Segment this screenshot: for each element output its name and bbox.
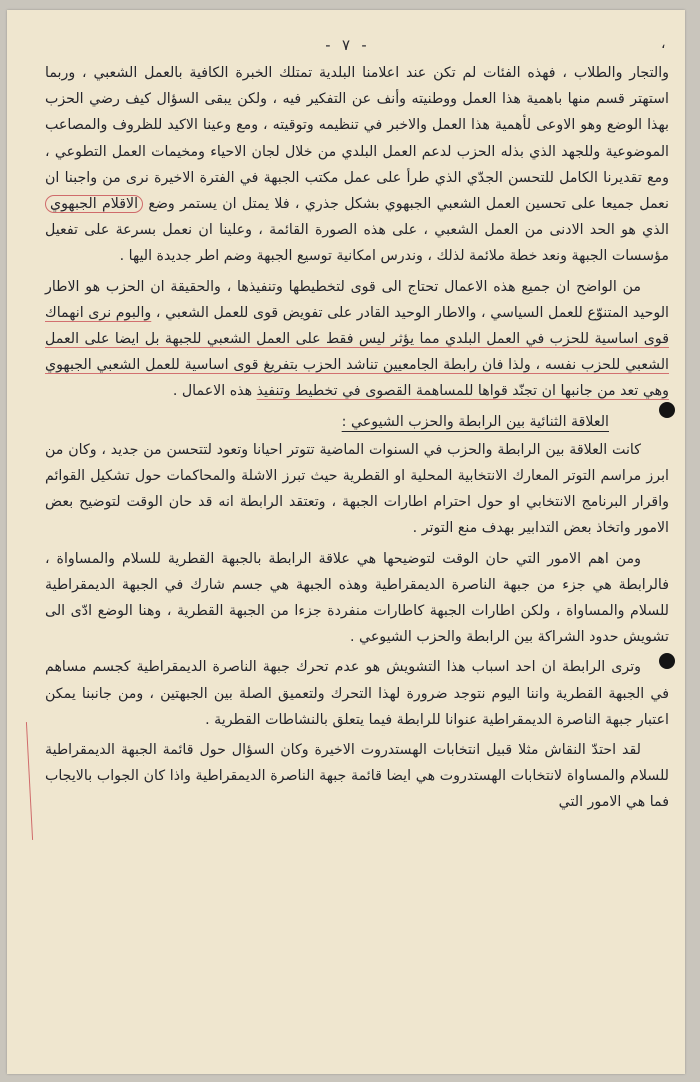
paragraph-text: الذي هو الحد الادنى من العمل الشعبي ، على هذه الصورة القائمة ، وعلينا ان نعمل بسرعة على تفعيل مؤسسات الجبهة ونعد خطة ملائمة لذلك ، وندرس امكانية توسيع الجبهة وضم اطر جديدة اليها . xyxy=(45,222,669,265)
margin-mark xyxy=(26,722,33,840)
document-body xyxy=(45,60,669,820)
paragraph: لقد احتدّ النقاش مثلا قبيل انتخابات الهستدروت الاخيرة وكان السؤال حول قائمة الجبهة الديمقراطية للسلام والمساواة لانتخابات الهستدروت هي ايضا قائمة جبهة الناصرة الديمقراطية واذا كان الجواب بالايجاب فما هي الامور التي xyxy=(45,742,669,811)
paragraph: كانت العلاقة بين الرابطة والحزب في السنوات الماضية تتوتر احيانا وتعود لتتحسن من جديد ، وكان من ابرز مراسم التوتر المعارك الانتخابية المحلية او القطرية حيث تبرز الاشلة والمحاكمات حول تشكيل القوائم واقرار البرنامج الانتخابي او حول احترام اطارات الجبهة ، وتعتقد الرابطة انه قد حان الوقت لتوضيح بعض الامور واتخاذ بعض التدابير بهدف منع التوتر . xyxy=(45,441,669,537)
paragraph-text: والتجار والطلاب ، فهذه الفئات لم تكن عند اعلامنا البلدية تمتلك الخبرة الكافية بالعمل الشعبي ، وربما استهتر قسم منها باهمية هذا العمل ووطنيته وأنف عن التفكير فيه ، ولكن يبقى السؤال كيف رضي الحزب بهذا الوضع وهو الاوعى لأهمية هذا العمل والاخبر في تنظيمه وتوقيته ، ومع وعينا الاكيد للظروف والمصاعب الموضوعية وللجهد الذي بذله الحزب لدعم العمل البلدي من خلال لجان الاحياء ومخيمات العمل التطوعي ، ومع تقديرنا الكامل للتحسن الجدّي الذي طرأ على عمل مكتب الجبهة في الفترة الاخيرة نرى من واجبنا ان نعمل جميعا على تحسين العمل الشعبي الجبهوي بشكل جذري ، فلا يمتل ان يستمر وضع xyxy=(45,65,669,213)
paragraph: ومن اهم الامور التي حان الوقت لتوضيحها هي علاقة الرابطة بالجبهة القطرية للسلام والمساواة ، فالرابطة هي جزء من جبهة الناصرة الديمقراطية وهذه الجبهة هي جسم شارك في الجبهة الديمقراطية للسلام والمساواة ، ولكن اطارات الجبهة كاطارات منفردة جزءا من الجبهة القطرية ، وهنا الوضع ادّى الى تشويش حدود الشراكة بين الرابطة والحزب الشيوعي . xyxy=(45,550,669,646)
paragraph xyxy=(45,60,669,270)
circled-phrase: الاقلام الجبهوي xyxy=(45,195,143,213)
paragraph-text: من الواضح ان جميع هذه الاعمال تحتاج الى قوى لتخطيطها وتنفيذها ، والحقيقة ان الحزب هو الاطار الوحيد المتنوّع للعمل السياسي ، والاطار الوحيد القادر على تفويض قوى للعمل الشعبي ، xyxy=(45,278,669,321)
stray-mark: ، xyxy=(661,36,666,52)
page-number: - ٧ - xyxy=(323,36,369,54)
paragraph: وترى الرابطة ان احد اسباب هذا التشويش هو عدم تحرك جبهة الناصرة الديمقراطية كجسم مساهم في الجبهة القطرية واننا اليوم نتوجد ضرورة لهذا التحرك ولتعميق الصلة بين الجبهتين ، ومن جانبنا يمكن اعتبار جبهة الناصرة الديمقراطية عنوانا للرابطة فيما يتعلق بالنشاطات القطرية . xyxy=(45,659,669,728)
paragraph xyxy=(45,274,669,405)
section-heading: العلاقة الثنائية بين الرابطة والحزب الشيوعي : xyxy=(341,413,609,430)
underlined-passage: والبوم نرى انهماك قوى اساسية للحزب في العمل البلدي مما يؤثر ليس فقط على العمل الشعبي للجبهة بل ايضا على العمل الشعبي للحزب نفسه ، ولذا فان رابطة الجامعيين تناشد الحزب بتفريغ قوى اساسية للعمل الشعبي الجبهوي وهي تعد من جانبها ان تجنّد قواها للمساهمة القصوى في تخطيط وتنفيذ xyxy=(45,304,669,400)
document-page xyxy=(7,10,685,1074)
paragraph-text: هذه الاعمال . xyxy=(172,383,257,400)
